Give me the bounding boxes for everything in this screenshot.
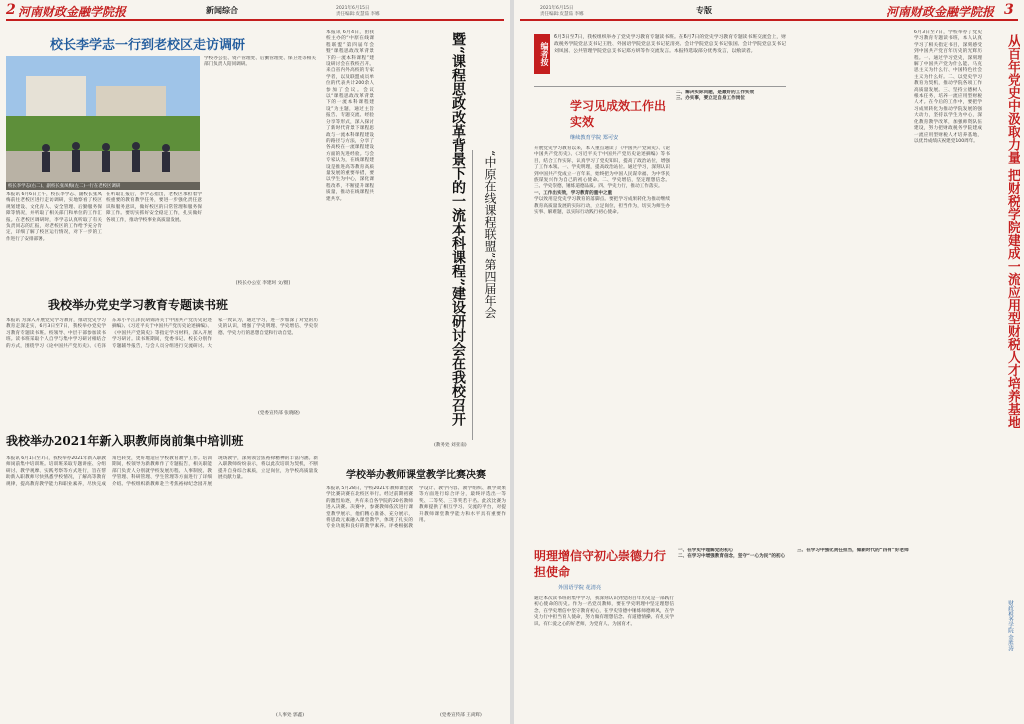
r-article2-section2: 二、在学习中增强教育信念，坚守“一心为民”的初心 [678, 554, 786, 560]
r-article-center-col [794, 34, 910, 542]
editor-line: 责任编辑:皮慧茹 李娜 [336, 12, 380, 17]
divider [534, 86, 786, 87]
r-article2-title: 明理增信守初心崇德力行担使命 [534, 549, 667, 579]
article1-body-c-text: 学校办公室、资产管理处、后勤管理处、保卫处等相关部门负责人陪同调研。 [204, 56, 316, 68]
r-article3-title: 从百年党史中汲取力量 把财税学院建成一流应用型财税人才培养基地 [1005, 34, 1020, 429]
campus-visit-photo [6, 56, 200, 190]
article4-title-sub: “中原在线课程联盟”第四届年会 [472, 150, 499, 440]
r-article1-section2: 二、解决实际问题，是最好的工作实效 [676, 90, 755, 95]
issue-date-right: 2021年6月15日 [540, 6, 574, 11]
r-article2-section3: 三、在学习中强化责任担当，做新时代的“四有”好老师 [797, 548, 909, 553]
article1-body-a: 本报讯 6月6日上午，校长李学志、副校长张凤梅前往老校区进行走访调研，实地察看了校区规划建设、文化育人、安全管理、后勤服务保障等情况，并听取了相关部门和单位的工作汇报。在老校区调研时，李学志认真听取了有关负责同志的汇报，对老校区的工作给予充分肯定，详细了解了校区运行情况，对下一步的工作进行了安排部署。 [6, 192, 102, 242]
right-page [514, 0, 1024, 724]
article2-title: 我校举办党史学习教育专题读书班 [48, 298, 229, 312]
r-article1-body-text: 开展党史学习教育以来，本人重点通读了《中国共产党简史》、《论中国共产党历史》、《习近平关于中国共产党历史论述摘编》等书目，结合工作实际，认真学习了党史知识，提高了政治站位，增强了工作本领。一、学史明理，提高政治站位。通过学习，深刻认识到中国共产党成立一百年来，始终把为中国人民谋幸福、为中华民族谋复兴作为自己的初心使命。二、学史增信，坚定理想信念。三、学史崇德，锤炼道德品质。四、学史力行，推动工作落实。 [534, 146, 670, 190]
editor-note: 6月3日至7日，我校组织举办了党史学习教育专题读书班。在6月7日的党史学习教育专题读书班交流会上，财政税务学院党总支书记王胜、外国语学院党总支书记花清亮、会计学院党总支书记张国、会计学院党总支书记刘凤国、公共管理学院党总支书记郑方妍等作交流发言。本报特选取部分优秀发言，以飨读者。 [554, 35, 786, 54]
article1-body-c [204, 56, 316, 276]
page-number-right: 3 [1004, 2, 1014, 18]
r-article3-author: 财政税务学院 金胜涛 [1007, 600, 1013, 652]
r-article2-section1: 一、在学史中理解党的初心 [678, 548, 734, 553]
section-name: 新闻综合 [206, 6, 238, 15]
article2-body: 本报讯 为深入开展党史学习教育，推动党史学习教育走深走实，6月3日至7日，我校举办党史学习教育专题读书班。校领导、中层干部参加读书班。读书班采取个人自学与集中学习研讨相结合的方式，围绕学习《论中国共产党历史》、《毛泽东邓小平江泽民胡锦涛关于中国共产党历史论述摘编》、《习近平关于中国共产党历史论述摘编》、《中国共产党简史》等指定学习材料，深入开展学习研讨。读书班期间，党委书记、校长分别作专题辅导报告，与会人员分组进行交流研讨。大家一致认为，通过学习，进一步加深了对党的历史的认识，增强了学史明理、学史增信、学史崇德、学史力行的思想自觉和行动自觉。 [6, 318, 318, 349]
masthead: 河南财政金融学院报 [18, 5, 127, 19]
editor-note-label: 编者按 [534, 34, 550, 74]
r-article1-col2 [676, 90, 788, 542]
article5-author: (党委宣传部 王尚辉) [440, 713, 482, 718]
page-header [6, 2, 504, 18]
r-article1-body2: 学以致用是党史学习教育的落脚点。要把学习成果转化为推动继续教育高质量发展的实际行动，立足岗位，担当作为，切实为师生办实事、解难题，以实际行动践行初心使命。 [534, 197, 670, 216]
article4-title-main: 暨“课程思政改革背景下的一流本科课程”建设研讨会在我校召开 [450, 32, 466, 427]
r-article1-section1: 一、工作出实效，学习教育的重中之重 [534, 190, 613, 196]
issue-date: 2021年6月15日 [336, 6, 370, 11]
photo-caption: 校长李学志(右二)、副校长张凤梅(左二)一行在老校区调研 [6, 182, 200, 190]
header-rule [6, 19, 504, 21]
r-article1-title: 学习见成效工作出实效 [570, 99, 667, 129]
r-article1-author: 继续教育学院 郑可安 [570, 135, 619, 141]
article1-author: [校长办公室 李建珂 文/摄] [236, 281, 290, 286]
r-article2-body: 通过本次读书班的集中学习，我深刻认识到党的百年历史是一部践行初心使命的历史。作为一名党员教师，要在学史明理中坚定理想信念，在学史增信中坚守教育初心，在学史崇德中锤炼师德师风，在学史力行中担当育人使命，努力做有理想信念、有道德情操、有扎实学识、有仁爱之心的好老师，为党育人、为国育才。 [534, 596, 674, 627]
article1-body-b: 在听取汇报后，李学志指出，老校区承担着学校重要的教育教学任务，要进一步强化责任意识和服务意识，做好校区的日常管理和服务保障工作。要切实抓好安全稳定工作，扎实做好各项工作，推动学校事业高质量发展。 [106, 192, 202, 223]
editor-line-right: 责任编辑:皮慧茹 李娜 [540, 12, 584, 17]
article4-body-col2 [378, 30, 428, 450]
article2-author: (党委宣传部 张晓晓) [258, 411, 300, 416]
article4-author: (教务处 刘亚南) [434, 443, 467, 448]
article1-title: 校长李学志一行到老校区走访调研 [50, 38, 246, 53]
r-article1-section3: 三、办实事，要立足自身工作岗位 [676, 96, 745, 102]
r-article2-author: 外国语学院 花清亮 [558, 585, 602, 591]
page-number: 2 [6, 2, 16, 18]
r-article2-sections [678, 548, 910, 720]
article3-body: 本报讯 6月1日至7日，我校举办2021年新入职教师岗前集中培训班。培训班采取专题讲座、分组研讨、教学观摩、实践考察等方式进行，旨在帮助新入职教师尽快熟悉学校情况，了解高等教育规律，提高教育教学能力和职业素养，尽快完成角色转变，更好地适应学校教育教学工作。培训期间，校领导为新教师作了专题报告，相关职能部门负责人分别就学校发展历程、人事制度、教学管理、科研管理、学生管理等方面进行了详细介绍。学校组织新教师赴兰考焦裕禄纪念园开展现场教学，深刻领会焦裕禄精神的丰富内涵。新入职教师纷纷表示，将以此次培训为契机，不断提升自身综合素质，立足岗位，为学校高质量发展贡献力量。 [6, 456, 318, 487]
header-rule-right [520, 19, 1018, 21]
r-article3-body: 6月3日至7日，学校举办了党史学习教育专题读书班，本人认真学习了相关指定书目，深刻感受到中国共产党百年历史的光辉历程。一、通过学习党史，深刻理解了中国共产党为什么能、马克思主义为什么行、中国特色社会主义为什么好。二、以党史学习教育为契机，推动学院各项工作高质量发展。三、坚持立德树人根本任务，培养一流应用型财税人才。在今后的工作中，要把学习成果转化为推动学院发展的强大动力，坚持以学生为中心，深化教育教学改革，加强师资队伍建设，努力把财政税务学院建成一流应用型财税人才培养基地，以优异成绩庆祝建党100周年。 [914, 30, 982, 144]
article3-title: 我校举办2021年新入职教师岗前集中培训班 [6, 434, 244, 448]
section-name-right: 专版 [696, 6, 712, 15]
masthead-right: 河南财政金融学院报 [886, 5, 995, 19]
page-header-right [520, 2, 1018, 18]
article5-body: 本报讯 5月28日，学校2021年教师课堂教学比赛决赛在北校区举行。经过前期初赛的激烈角逐，共有来自各学院的20名教师进入决赛。决赛中，参赛教师依次进行课堂教学展示，他们精心准备、充分展示，将思政元素融入课堂教学，体现了扎实的专业功底和良好的教学素养。评委根据教学设计、教学内容、教学组织、教学效果等方面进行综合评分，最终评选出一等奖、二等奖、三等奖若干名。此次比赛为教师提供了相互学习、交流的平台，对提升教师课堂教学能力和水平具有重要作用。 [326, 486, 506, 530]
article3-author: (人事处 郭鑫) [276, 713, 305, 718]
article4-body: 本报讯 6月4日，由我校主办的“中原在线课程联盟”第四届年会暨“课程思政改革背景下的一流本科课程”建设研讨会在我校召开。来自省内外高校的专家学者，以及联盟成员单位的代表共计200余人参加了会议。会议以“课程思政改革背景下的一流本科课程建设”为主题，通过主旨报告、专题交流、经验分享等形式，深入探讨了新时代背景下课程思政与一流本科课程建设的路径与方法，分享了各高校在一流课程建设方面的先进经验。与会专家认为，在线课程建设是推进高等教育高质量发展的重要举措，要以学生为中心，深化课程改革，不断提升课程质量，推动在线课程共建共享。 [326, 30, 374, 202]
article5-title: 学校举办教师课堂教学比赛决赛 [346, 470, 486, 481]
r-article1-body [534, 146, 670, 542]
left-page [0, 0, 510, 724]
